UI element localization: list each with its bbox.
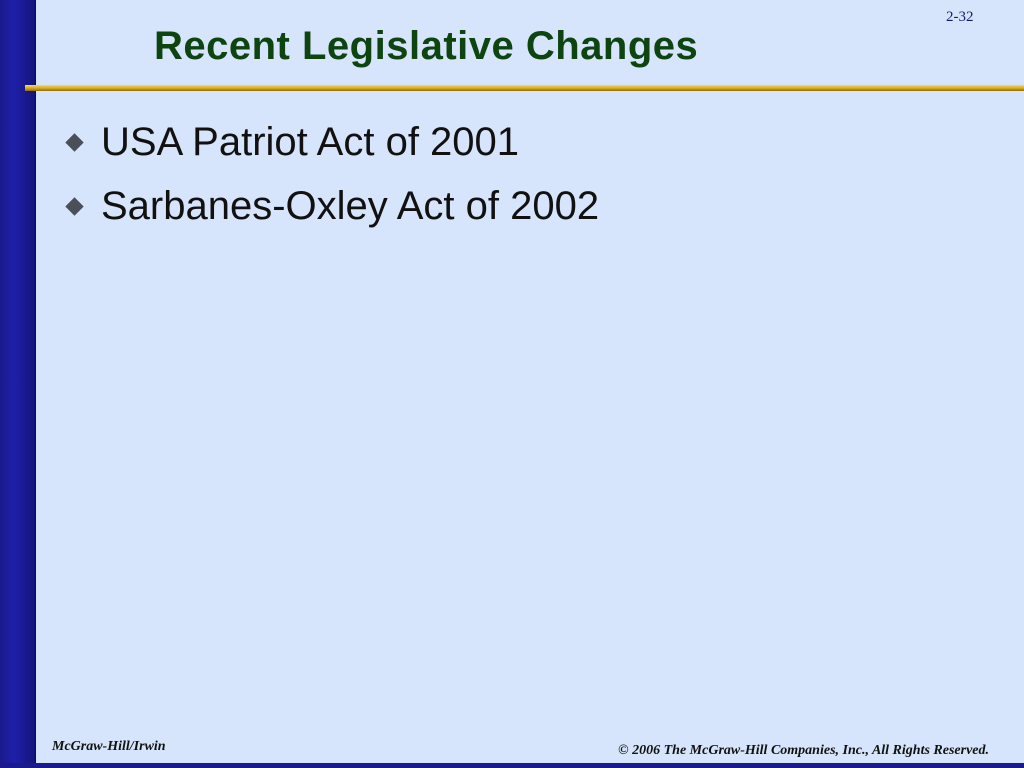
diamond-bullet-icon	[65, 197, 83, 215]
footer-publisher: McGraw-Hill/Irwin	[52, 739, 166, 754]
bullet-list	[64, 110, 599, 238]
bottom-border-bar	[0, 763, 1024, 768]
title-divider	[25, 85, 1024, 91]
slide-title: Recent Legislative Changes	[154, 24, 699, 68]
bullet-text: Sarbanes-Oxley Act of 2002	[101, 183, 600, 228]
left-sidebar-bar	[0, 0, 36, 768]
bullet-text: USA Patriot Act of 2001	[101, 119, 520, 164]
slide-number: 2-32	[946, 9, 974, 25]
bullet-item	[64, 174, 599, 238]
bullet-item	[64, 110, 599, 174]
diamond-bullet-icon	[65, 133, 83, 151]
footer-copyright: © 2006 The McGraw-Hill Companies, Inc., All Rights Reserved.	[618, 743, 989, 758]
